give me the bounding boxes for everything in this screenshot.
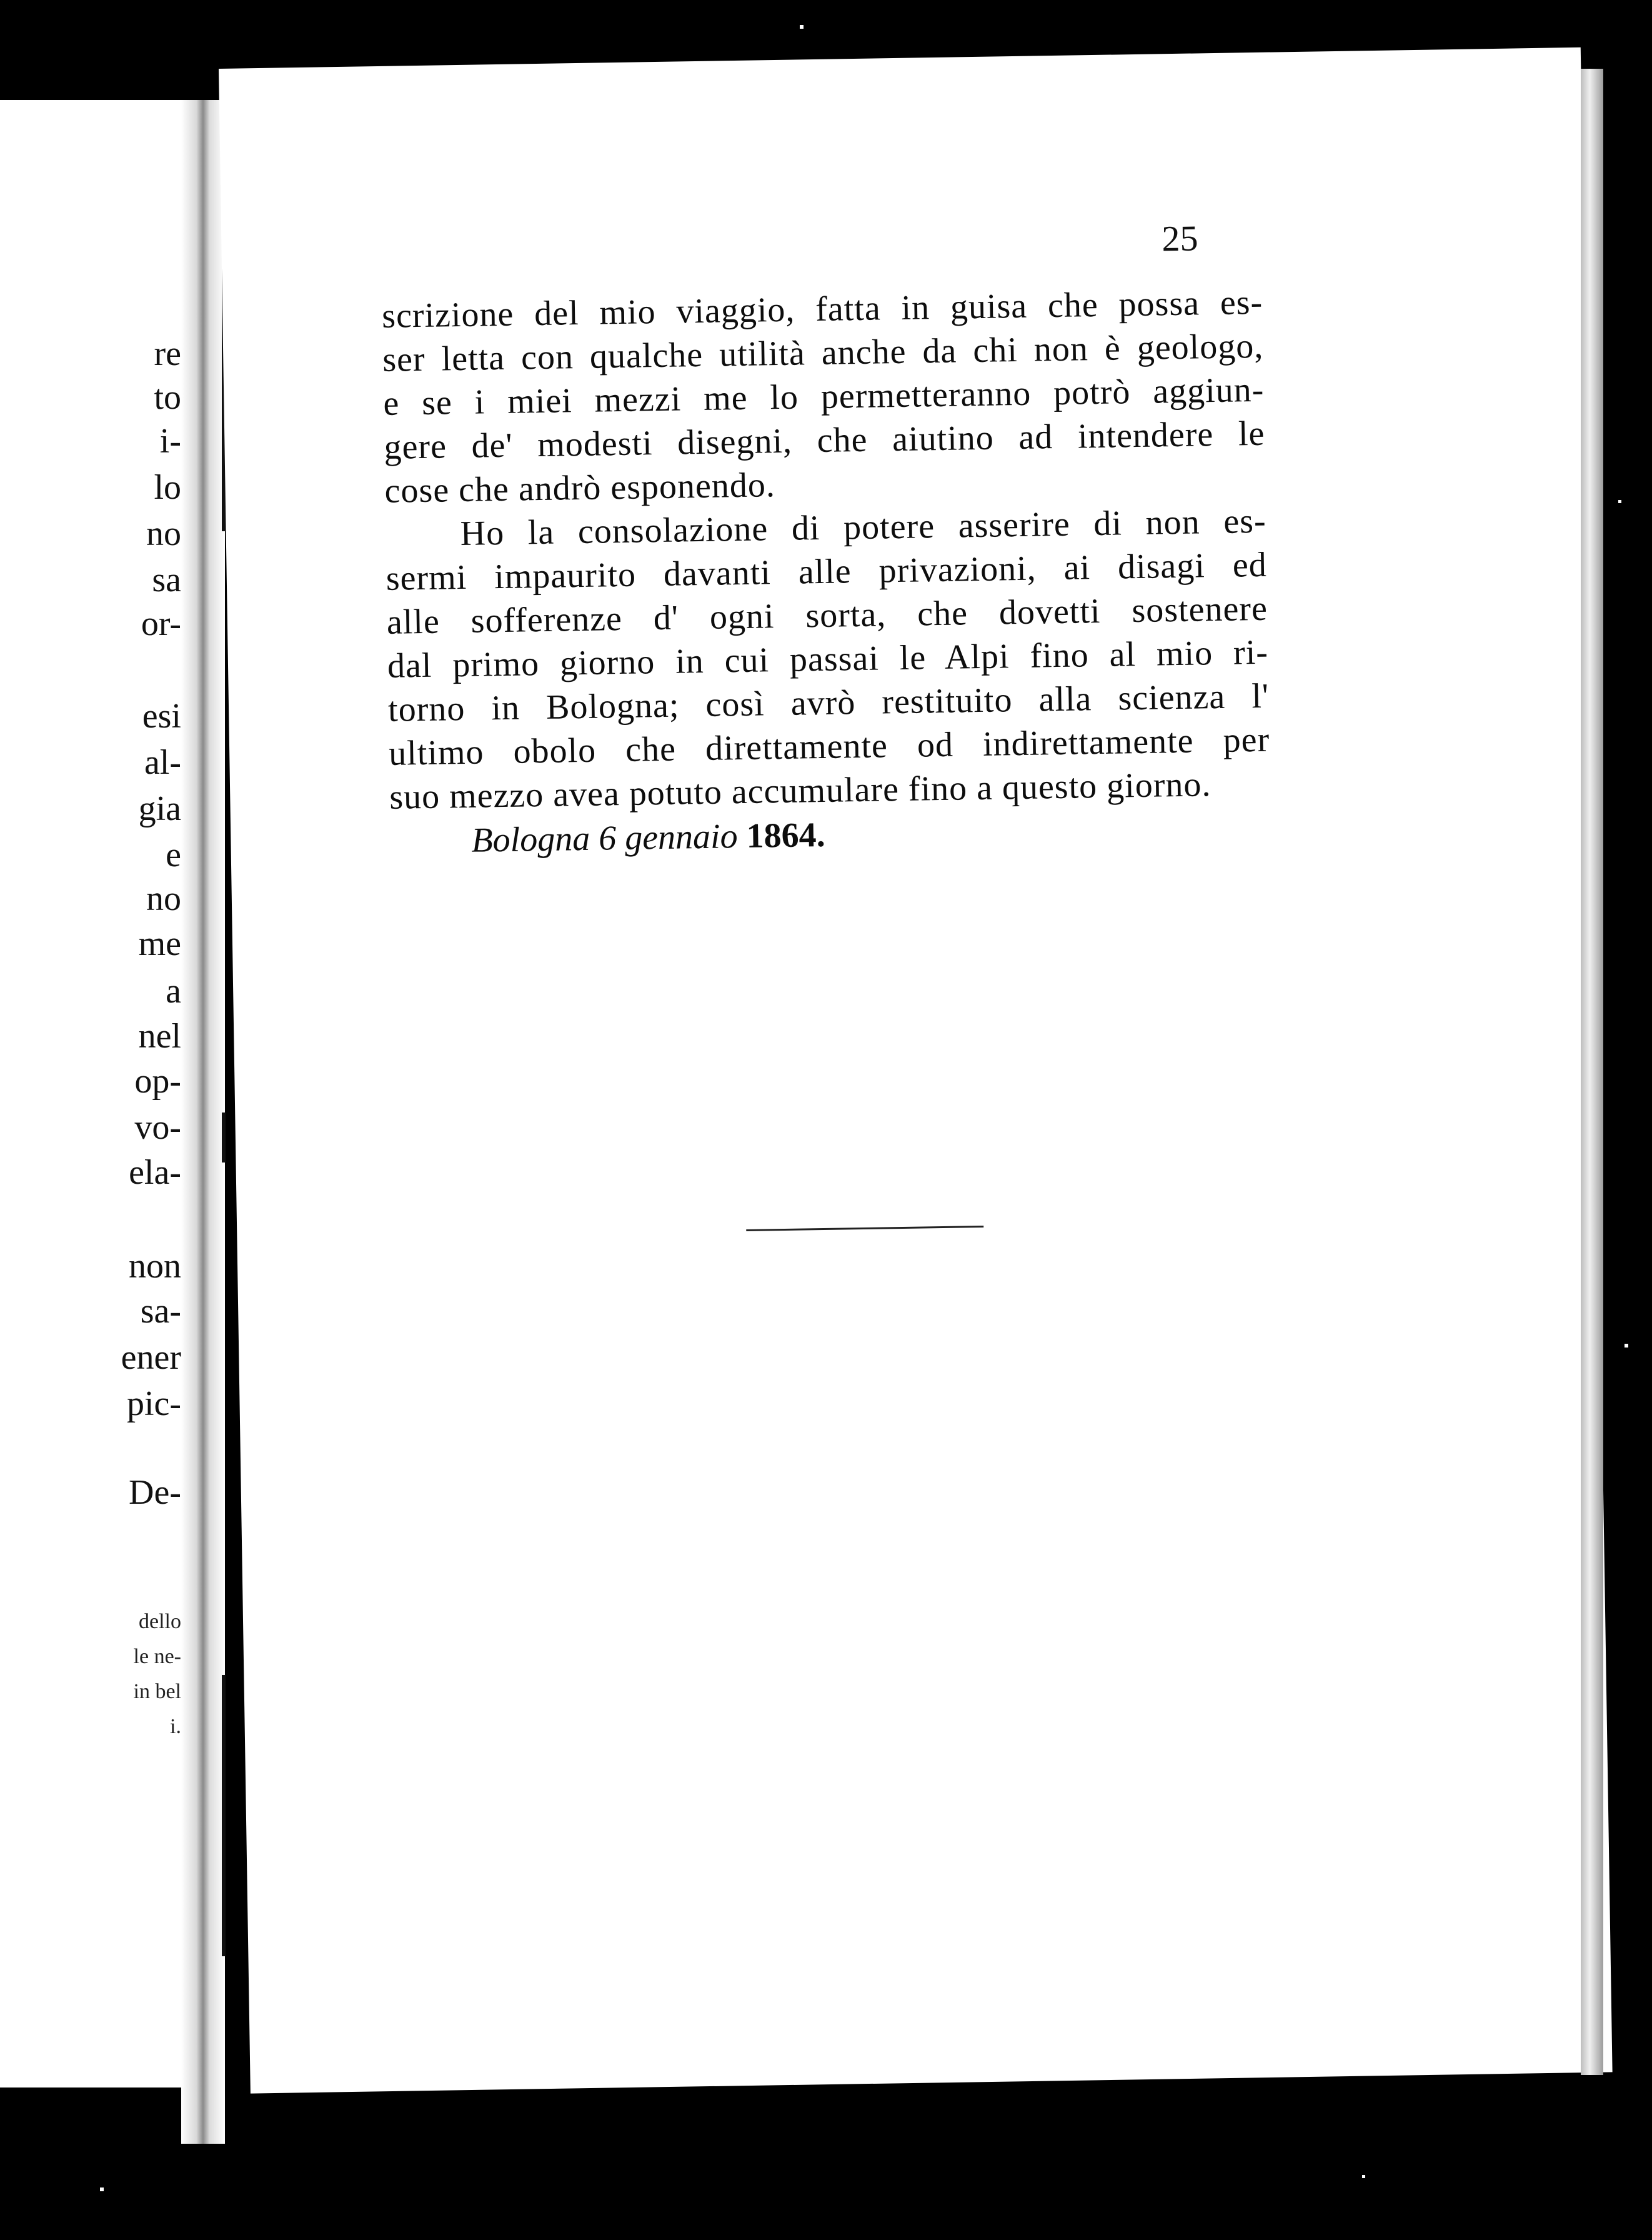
signature-year: 1864. [746,815,826,856]
left-page-fragment: ela- [129,1153,181,1192]
binding-thread [222,1112,226,1162]
scan-speck [1618,500,1621,503]
scan-speck [100,2188,104,2191]
left-page-fragment: lo [154,468,181,507]
right-page [219,48,1613,2094]
left-page-footnote: in bel [133,1680,181,1703]
left-page-fragment: gia [138,789,181,828]
left-page-fragment: al- [144,743,181,782]
scan-speck [800,25,804,29]
section-rule [746,1226,983,1231]
book-gutter [181,100,225,2144]
text-line: cose che andrò esponendo. [384,466,776,511]
body-text [382,281,1271,864]
text-line: torno in Bologna; così avrò restituito alla scienza l' [387,676,1270,729]
text-line: sermi impaurito davanti alle privazioni, ai disagi ed [386,545,1268,598]
text-line: gere de' modesti disegni, che aiutino ad intendere le [384,414,1265,467]
left-page-fragment: to [154,378,181,417]
scan-speck [1625,1344,1628,1348]
page-number: 25 [1161,218,1198,259]
left-page-fragment: sa [152,561,181,599]
text-line: suo mezzo avea potuto accumulare fino a questo giorno. [389,765,1212,817]
scan-speck [1362,2175,1365,2178]
left-page-fragment: me [138,924,181,963]
left-page-footnote: le ne- [133,1645,181,1668]
scan-speck [1543,94,1546,97]
page-edge [1581,69,1603,2075]
text-line: e se i miei mezzi me lo permetteranno potrò aggiun- [382,370,1265,423]
left-page-fragment: e [166,836,181,874]
left-page-fragment: or- [141,604,181,643]
signature-place-date: Bologna 6 gennaio [470,817,739,860]
text-line: dal primo giorno in cui passai le Alpi fino al mio ri- [387,632,1269,686]
left-page-fragment: pic- [126,1384,181,1423]
left-page-fragment: De- [129,1473,181,1512]
left-page-fragment: non [129,1247,181,1286]
left-page-fragment: nel [138,1017,181,1056]
text-line: Ho la consolazione di potere asserire di non es- [460,501,1267,554]
text-line: ser letta con qualche utilità anche da chi non è geologo, [382,326,1264,379]
left-page-fragment: no [146,879,181,918]
left-page-footnote: i. [170,1715,181,1738]
left-page [0,100,206,2088]
text-line: scrizione del mio viaggio, fatta in guisa che possa es- [381,282,1263,336]
left-page-fragment: a [166,972,181,1011]
text-line: alle sofferenze d' ogni sorta, che dovetti sostenere [386,589,1268,642]
left-page-footnote: dello [139,1610,181,1633]
left-page-fragment: op- [134,1062,181,1101]
left-page-fragment: ener [121,1338,181,1377]
left-page-fragment: esi [142,697,181,736]
left-page-fragment: vo- [134,1108,181,1147]
left-page-fragment: sa- [140,1292,181,1331]
left-page-fragment: re [154,334,181,373]
left-page-fragment: no [146,514,181,553]
text-line: ultimo obolo che direttamente od indirettamente per [388,720,1270,773]
left-page-fragment: i- [159,422,181,461]
binding-thread [222,1675,226,1956]
